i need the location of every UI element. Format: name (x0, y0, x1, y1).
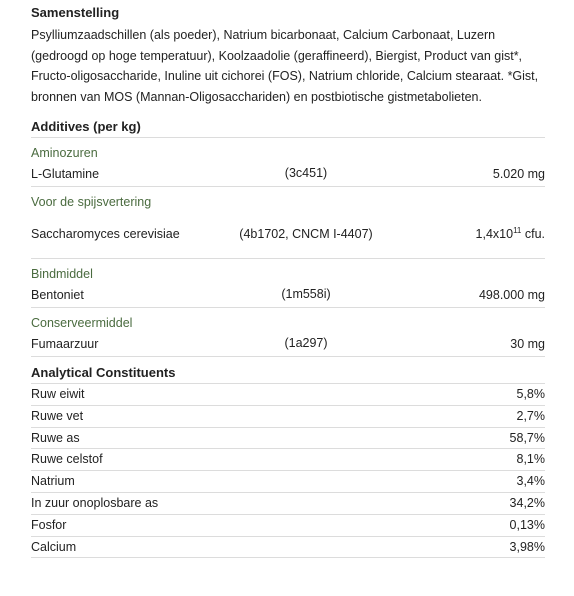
constituent-value: 8,1% (516, 452, 545, 467)
constituent-name: Ruw eiwit (31, 387, 85, 401)
composition-text: Psylliumzaadschillen (als poeder), Natrium bicarbonaat, Calcium Carbonaat, Luzern (gedroogd op hoge temperatuur), Koolzaadolie (geraffineerd), Biergist, Product van gist*, Fructo-oligosaccharide, Inuline uit cichorei (FOS), Natrium chloride, Calcium stearaat. *Gist, bronnen van MOS (Mannan-Oligosacchariden) en postbiotische gistmetabolieten. (31, 28, 539, 104)
group-label: Voor de spijsvertering (31, 195, 152, 209)
table-row (31, 406, 545, 428)
table-row (31, 163, 545, 184)
table-row (31, 212, 545, 256)
additive-amount: 5.020 mg (492, 166, 545, 181)
constituent-name: Fosfor (31, 517, 67, 532)
constituent-value: 58,7% (509, 430, 545, 445)
constituent-value: 0,13% (509, 517, 545, 532)
table-row (31, 428, 545, 450)
amount-base: 1,4x10 (475, 227, 514, 241)
additive-name: Fumaarzuur (31, 336, 99, 351)
additive-group-conserveermiddel (31, 308, 545, 357)
constituent-value: 3,4% (516, 474, 545, 489)
constituent-name: Ruwe vet (31, 408, 84, 423)
constituent-value: 5,8% (516, 387, 545, 401)
group-label: Conserveermiddel (31, 316, 133, 330)
additive-code: (1m558i) (281, 287, 331, 301)
constituent-name: Natrium (31, 474, 75, 489)
constituent-name: Ruwe as (31, 430, 80, 445)
additives-title: Additives (per kg) (31, 117, 545, 138)
constituent-name: Ruwe celstof (31, 452, 103, 467)
additive-group-bindmiddel (31, 259, 545, 308)
constituent-value: 3,98% (509, 539, 545, 554)
additive-code: (1a297) (284, 336, 328, 350)
table-row (31, 284, 545, 305)
group-label: Aminozuren (31, 146, 98, 160)
table-row (31, 537, 545, 559)
additive-amount: 498.000 mg (478, 287, 545, 302)
table-row (31, 384, 545, 406)
amount-exponent: 11 (513, 225, 522, 235)
table-row (31, 449, 545, 471)
additive-name: Bentoniet (31, 287, 84, 302)
table-row (31, 333, 545, 354)
composition-title: Samenstelling (31, 5, 120, 20)
additive-code: (4b1702, CNCM I-4407) (239, 226, 373, 241)
group-label: Bindmiddel (31, 267, 93, 281)
analytical-title: Analytical Constituents (31, 357, 545, 384)
constituent-value: 2,7% (516, 408, 545, 423)
table-row (31, 493, 545, 515)
additive-name: L-Glutamine (31, 166, 100, 181)
additive-name: Saccharomyces cerevisiae (31, 227, 180, 241)
table-row (31, 515, 545, 537)
constituent-value: 34,2% (509, 495, 545, 510)
amount-unit: cfu. (521, 227, 545, 241)
table-row (31, 471, 545, 493)
additive-amount: 30 mg (510, 336, 545, 351)
constituent-name: Calcium (31, 539, 77, 554)
additive-amount (381, 227, 545, 241)
additive-code: (3c451) (284, 166, 328, 180)
additive-group-aminozuren (31, 138, 545, 187)
additive-group-spijsvertering (31, 187, 545, 259)
constituent-name: In zuur onoplosbare as (31, 495, 159, 510)
product-composition-panel (31, 0, 545, 558)
